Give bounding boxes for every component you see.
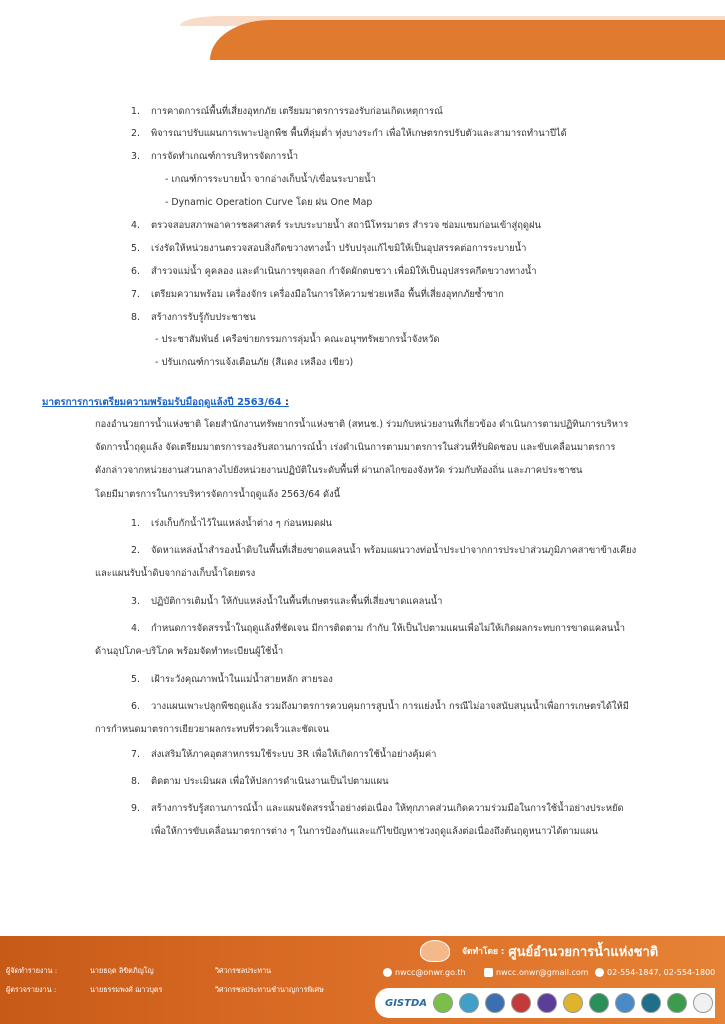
- list2-item-continued: ด้านอุปโภค-บริโภค พร้อมจัดทำทะเบียนผู้ใช้น้ำ: [95, 646, 284, 657]
- list1-item: พิจารณาปรับแผนการเพาะปลูกพืช พื้นที่ลุ่มต่ำ ทุ่งบางระกำ เพื่อให้เกษตรกรปรับตัวและสามารถทำนาปีได้: [151, 128, 567, 139]
- mail-icon: [484, 968, 493, 977]
- list2-item: ปฏิบัติการเติมน้ำ ให้กับแหล่งน้ำในพื้นที่เกษตรและพื้นที่เสี่ยงขาดแคลนน้ำ: [151, 596, 443, 607]
- intro-line: จัดการน้ำฤดูแล้ง จัดเตรียมมาตรการรองรับสถานการณ์น้ำ เร่งดำเนินการตามมาตรการในส่วนที่รับผิดชอบ และขับเคลื่อนมาตรการ: [95, 442, 616, 453]
- list2-number: 9.: [131, 803, 140, 814]
- list2-number: 7.: [131, 749, 140, 760]
- forest-logo-icon: [589, 993, 609, 1013]
- footer-phone-text: 02-554-1847, 02-554-1800: [607, 968, 716, 977]
- list2-item-continued: การกำหนดมาตรการเยียวยาผลกระทบที่รวดเร็วและชัดเจน: [95, 724, 329, 735]
- header-band: [0, 0, 725, 60]
- globe-icon: [383, 968, 392, 977]
- list1-number: 6.: [131, 266, 140, 277]
- list2-item: จัดหาแหล่งน้ำสำรองน้ำดิบในพื้นที่เสี่ยงขาดแคลนน้ำ พร้อมแผนวางท่อน้ำประปาจากการประปาส่วนภูมิภาคสาขาข้างเคียง: [151, 545, 637, 556]
- water-drop-logo-icon: [420, 940, 450, 962]
- footer-reviewer-label: ผู้ตรวจรายงาน :: [6, 985, 57, 994]
- list2-number: 1.: [131, 518, 140, 529]
- footer-email-text[interactable]: nwcc.onwr@gmail.com: [496, 968, 589, 977]
- list2-item: เร่งเก็บกักน้ำไว้ในแหล่งน้ำต่าง ๆ ก่อนหมดฝน: [151, 518, 332, 529]
- footer-by-label: จัดทำโดย :: [462, 947, 505, 957]
- list2-number: 6.: [131, 701, 140, 712]
- footer-preparer-role: วิศวกรชลประทาน: [215, 966, 272, 975]
- hydro-logo-icon: [485, 993, 505, 1013]
- list1-item: สำรวจแม่น้ำ คูคลอง และดำเนินการขุดลอก กำจัดผักตบชวา เพื่อมิให้เป็นอุปสรรคกีดขวางทางน้ำ: [151, 266, 537, 277]
- list2-number: 4.: [131, 623, 140, 634]
- list1-number: 1.: [131, 106, 140, 117]
- agri-logo-icon: [667, 993, 687, 1013]
- list1-number: 2.: [131, 128, 140, 139]
- list1-subitem: - เกณฑ์การระบายน้ำ จากอ่างเก็บน้ำ/เขื่อนระบายน้ำ: [165, 174, 376, 185]
- footer-preparer-name: นายธฤต ลิขิตภิญโญ: [90, 966, 154, 975]
- section-heading-text[interactable]: มาตรการการเตรียมความพร้อมรับมือฤดูแล้งปี 2563/64: [42, 397, 282, 408]
- list1-item: เร่งรัดให้หน่วยงานตรวจสอบสิ่งกีดขวางทางน้ำ ปรับปรุงแก้ไขมิให้เป็นอุปสรรคต่อการระบายน้ำ: [151, 243, 527, 254]
- dept-logo-icon: [537, 993, 557, 1013]
- footer-reviewer-role: วิศวกรชลประทานชำนาญการพิเศษ: [215, 985, 324, 994]
- list2-item-continued: เพื่อให้การขับเคลื่อนมาตรการต่าง ๆ ในการป้องกันและแก้ไขปัญหาช่วงฤดูแล้งต่อเนื่องถึงต้นฤดูหนาวได้ตามแผน: [151, 826, 598, 837]
- list1-subitem: - ประชาสัมพันธ์ เครือข่ายกรรมการลุ่มน้ำ คณะอนุฯทรัพยากรน้ำจังหวัด: [155, 334, 440, 345]
- list1-number: 7.: [131, 289, 140, 300]
- phone-icon: [595, 968, 604, 977]
- list1-number: 5.: [131, 243, 140, 254]
- list1-number: 8.: [131, 312, 140, 323]
- footer-org: [420, 940, 658, 962]
- footer-phone: [595, 968, 715, 977]
- seal-logo-icon: [693, 993, 713, 1013]
- list2-number: 2.: [131, 545, 140, 556]
- irrigation-logo-icon: [615, 993, 635, 1013]
- footer-org-name: ศูนย์อำนวยการน้ำแห่งชาติ: [508, 944, 659, 960]
- list1-item: ตรวจสอบสภาพอาคารชลศาสตร์ ระบบระบายน้ำ สถานีโทรมาตร สำรวจ ซ่อมแซมก่อนเข้าสู่ฤดูฝน: [151, 220, 541, 231]
- water-agency-logo-icon: [459, 993, 479, 1013]
- list2-number: 8.: [131, 776, 140, 787]
- footer-web[interactable]: [383, 968, 466, 977]
- intro-line: ดังกล่าวจากหน่วยงานส่วนกลางไปยังหน่วยงานปฏิบัติในระดับพื้นที่ ผ่านกลไกของจังหวัด ร่วมกับท้องถิ่น และภาคประชาชน: [95, 465, 583, 476]
- gistda-logo: GISTDA: [385, 997, 427, 1009]
- royal-logo-icon: [563, 993, 583, 1013]
- list2-item: ส่งเสริมให้ภาคอุตสาหกรรมใช้ระบบ 3R เพื่อให้เกิดการใช้น้ำอย่างคุ้มค่า: [151, 749, 437, 760]
- list2-number: 3.: [131, 596, 140, 607]
- list2-item: วางแผนเพาะปลูกพืชฤดูแล้ง รวมถึงมาตรการควบคุมการสูบน้ำ การแย่งน้ำ กรณีไม่อาจสนับสนุนน้ำเพื่อการเกษตรได้ให้มี: [151, 701, 629, 712]
- list1-subitem: - Dynamic Operation Curve โดย ฝน One Map: [165, 197, 373, 208]
- list2-number: 5.: [131, 674, 140, 685]
- list2-item: เฝ้าระวังคุณภาพน้ำในแม่น้ำสายหลัก สายรอง: [151, 674, 333, 685]
- list1-number: 3.: [131, 151, 140, 162]
- marine-logo-icon: [641, 993, 661, 1013]
- section-heading-colon: :: [281, 397, 289, 408]
- list2-item: กำหนดการจัดสรรน้ำในฤดูแล้งที่ชัดเจน มีการติดตาม กำกับ ให้เป็นไปตามแผนเพื่อไม่ให้เกิดผลกระทบการขาดแคลนน้ำ: [151, 623, 625, 634]
- intro-line: กองอำนวยการน้ำแห่งชาติ โดยสำนักงานทรัพยากรน้ำแห่งชาติ (สทนช.) ร่วมกับหน่วยงานที่เกี่ยวข้อง ดำเนินการตามปฏิทินการบริหาร: [95, 419, 629, 430]
- list2-item: ติดตาม ประเมินผล เพื่อให้ปลการดำเนินงานเป็นไปตามแผน: [151, 776, 389, 787]
- navy-logo-icon: [511, 993, 531, 1013]
- list1-subitem: - ปรับเกณฑ์การแจ้งเตือนภัย (สีแดง เหลือง เขียว): [155, 357, 354, 368]
- footer-reviewer-name: นายธรรมพงศ์ ฌาวบุตร: [90, 985, 163, 994]
- list1-number: 4.: [131, 220, 140, 231]
- footer-preparer-label: ผู้จัดทำรายงาน :: [6, 966, 58, 975]
- list2-item-continued: และแผนรับน้ำดิบจากอ่างเก็บน้ำโดยตรง: [95, 568, 256, 579]
- leaf-logo-icon: [433, 993, 453, 1013]
- list1-item: การคาดการณ์พื้นที่เสี่ยงอุทกภัย เตรียมมาตรการรองรับก่อนเกิดเหตุการณ์: [151, 106, 443, 117]
- list1-item: เตรียมความพร้อม เครื่องจักร เครื่องมือในการให้ความช่วยเหลือ พื้นที่เสี่ยงอุทกภัยซ้ำซาก: [151, 289, 504, 300]
- list1-item: สร้างการรับรู้กับประชาชน: [151, 312, 256, 323]
- list2-item: สร้างการรับรู้สถานการณ์น้ำ และแผนจัดสรรน้ำอย่างต่อเนื่อง ให้ทุกภาคส่วนเกิดความร่วมมือในการใช้น้ำอย่างประหยัด: [151, 803, 624, 814]
- footer-email[interactable]: [484, 968, 589, 977]
- header-band-bar: [210, 20, 725, 60]
- partner-logos: [375, 988, 715, 1018]
- section-heading[interactable]: [42, 395, 289, 410]
- intro-line: โดยมีมาตรการในการบริหารจัดการน้ำฤดูแล้ง 2563/64 ดังนี้: [95, 489, 341, 500]
- footer-web-text[interactable]: nwcc@onwr.go.th: [395, 968, 466, 977]
- list1-item: การจัดทำเกณฑ์การบริหารจัดการน้ำ: [151, 151, 299, 162]
